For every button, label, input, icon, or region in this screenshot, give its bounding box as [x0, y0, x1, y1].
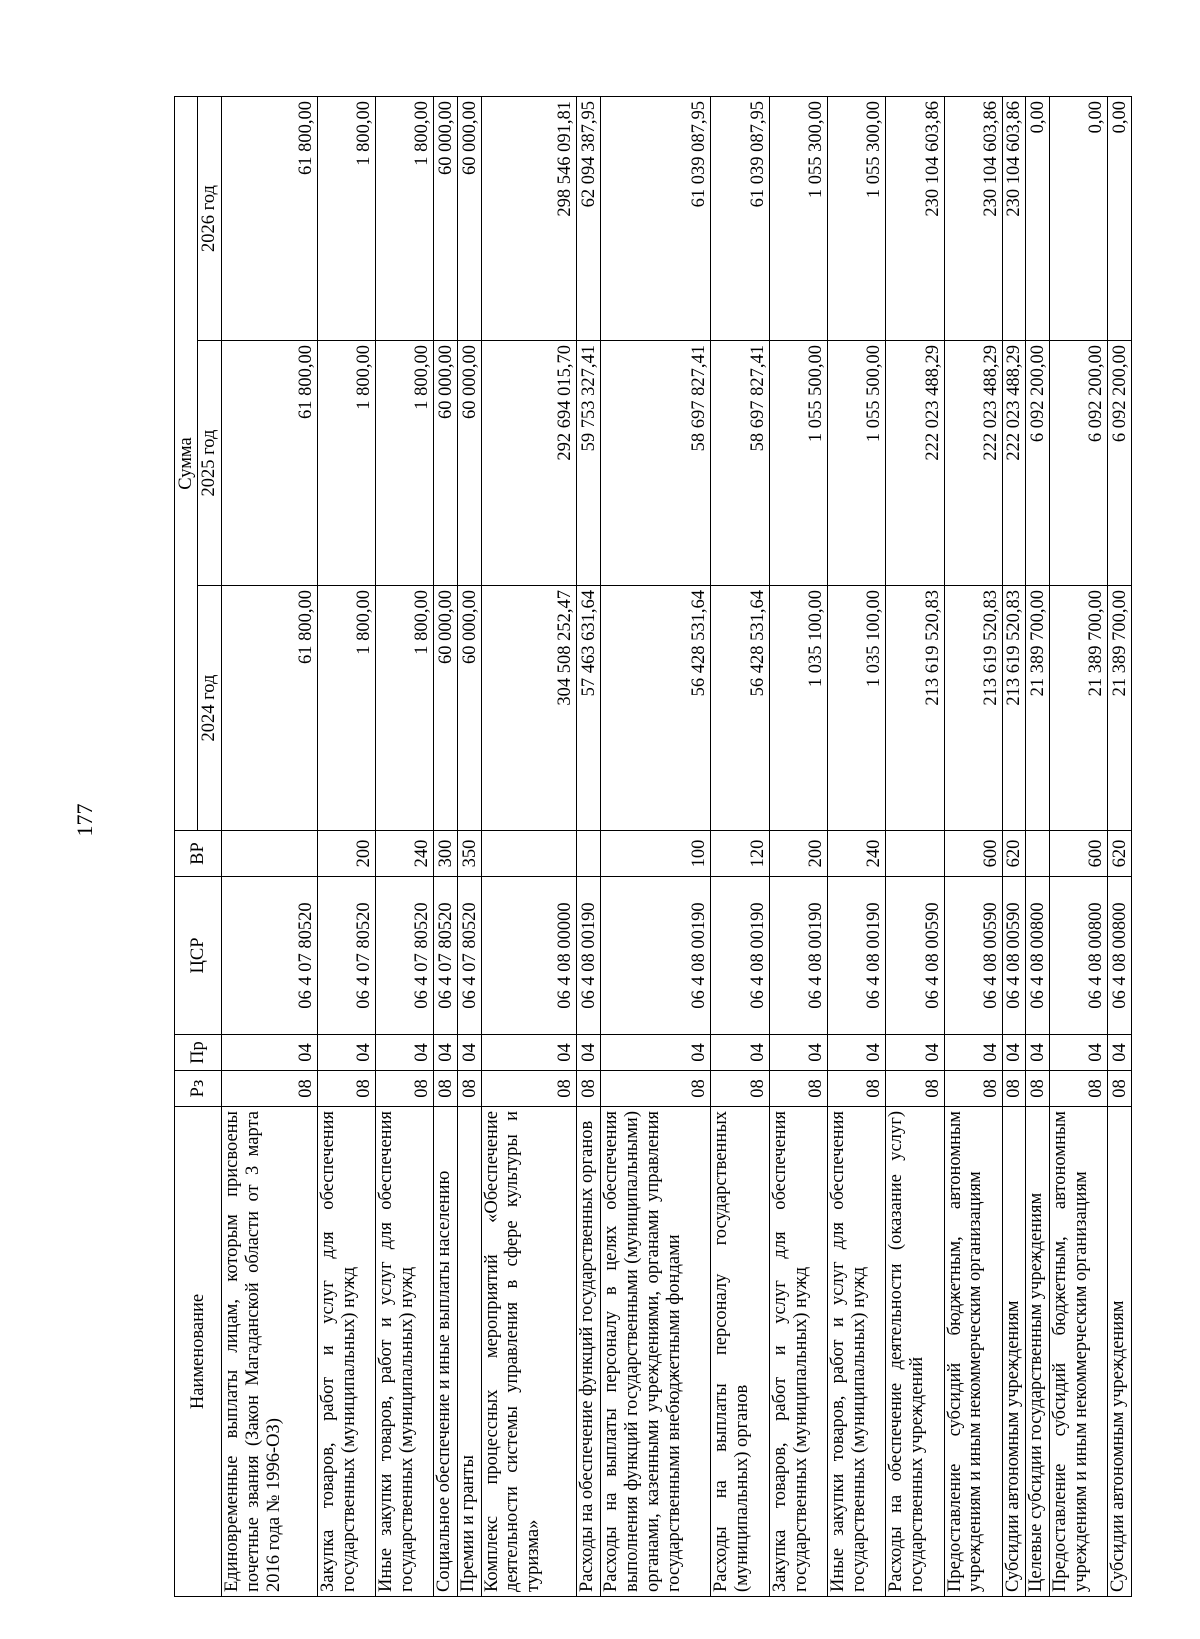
cell-amount-2024: 213 619 520,83	[1002, 586, 1026, 831]
cell-csr: 06 4 07 80520	[375, 877, 433, 1035]
header-sum: Сумма	[175, 96, 198, 830]
cell-rz: 08	[1050, 1071, 1108, 1107]
cell-amount-2025: 1 800,00	[375, 341, 433, 586]
cell-rz: 08	[710, 1071, 769, 1107]
cell-rz: 08	[434, 1071, 458, 1107]
cell-amount-2025: 6 092 200,00	[1026, 341, 1050, 586]
cell-amount-2026: 60 000,00	[457, 96, 481, 340]
cell-amount-2025: 61 800,00	[222, 341, 318, 586]
budget-table-container	[174, 97, 1132, 1597]
cell-amount-2025: 1 055 500,00	[770, 341, 828, 586]
cell-name: Субсидии автономным учреждениям	[1108, 1107, 1132, 1597]
header-year-2025: 2025 год	[198, 341, 222, 586]
cell-amount-2025: 222 023 488,29	[944, 341, 1002, 586]
table-row	[375, 96, 433, 1596]
cell-amount-2025: 1 055 500,00	[828, 341, 886, 586]
cell-rz: 08	[457, 1071, 481, 1107]
cell-vr: 240	[375, 831, 433, 877]
cell-pr: 04	[1108, 1035, 1132, 1071]
cell-vr: 120	[710, 831, 769, 877]
table-row	[1050, 96, 1108, 1596]
cell-vr: 600	[944, 831, 1002, 877]
cell-rz: 08	[886, 1071, 944, 1107]
cell-name: Закупка товаров, работ и услуг для обеспечения государственных (муниципальных) нужд	[317, 1107, 375, 1597]
cell-amount-2025: 292 694 015,70	[481, 341, 577, 586]
cell-csr: 06 4 08 00590	[944, 877, 1002, 1035]
cell-csr: 06 4 07 80520	[434, 877, 458, 1035]
header-csr: ЦСР	[175, 877, 222, 1035]
table-row	[601, 96, 711, 1596]
cell-amount-2026: 61 039 087,95	[601, 96, 711, 340]
cell-amount-2026: 1 800,00	[375, 96, 433, 340]
cell-rz: 08	[601, 1071, 711, 1107]
cell-rz: 08	[770, 1071, 828, 1107]
cell-name: Единовременные выплаты лицам, которым присвоены почетные звания (Закон Магаданской области от 3 марта 2016 года № 1996-ОЗ)	[222, 1107, 318, 1597]
cell-amount-2026: 230 104 603,86	[1002, 96, 1026, 340]
cell-amount-2024: 1 800,00	[317, 586, 375, 831]
cell-amount-2026: 0,00	[1026, 96, 1050, 340]
table-row	[944, 96, 1002, 1596]
cell-amount-2026: 62 094 387,95	[577, 96, 601, 340]
cell-vr: 100	[601, 831, 711, 877]
cell-amount-2024: 1 800,00	[375, 586, 433, 831]
cell-amount-2024: 21 389 700,00	[1108, 586, 1132, 831]
cell-rz: 08	[481, 1071, 577, 1107]
cell-amount-2026: 230 104 603,86	[944, 96, 1002, 340]
cell-pr: 04	[1050, 1035, 1108, 1071]
cell-rz: 08	[1108, 1071, 1132, 1107]
cell-pr: 04	[1026, 1035, 1050, 1071]
cell-name: Расходы на выплаты персоналу государственных (муниципальных) органов	[710, 1107, 769, 1597]
table-row	[1002, 96, 1026, 1596]
cell-name: Иные закупки товаров, работ и услуг для обеспечения государственных (муниципальных) нужд	[828, 1107, 886, 1597]
cell-amount-2026: 1 800,00	[317, 96, 375, 340]
cell-pr: 04	[710, 1035, 769, 1071]
cell-name: Социальное обеспечение и иные выплаты населению	[434, 1107, 458, 1597]
header-pr: Пр	[175, 1035, 222, 1071]
cell-name: Расходы на обеспечение деятельности (оказание услуг) государственных учреждений	[886, 1107, 944, 1597]
cell-amount-2025: 60 000,00	[434, 341, 458, 586]
cell-amount-2024: 21 389 700,00	[1050, 586, 1108, 831]
cell-amount-2026: 1 055 300,00	[770, 96, 828, 340]
table-row	[222, 96, 318, 1596]
cell-rz: 08	[375, 1071, 433, 1107]
cell-name: Расходы на выплаты персоналу в целях обеспечения выполнения функций государственными (муниципальными) органами, казенными учреждениями, органами управления государственными внебюджетными фондами	[601, 1107, 711, 1597]
cell-name: Закупка товаров, работ и услуг для обеспечения государственных (муниципальных) нужд	[770, 1107, 828, 1597]
cell-csr: 06 4 07 80520	[222, 877, 318, 1035]
header-year-2024: 2024 год	[198, 586, 222, 831]
cell-rz: 08	[577, 1071, 601, 1107]
cell-rz: 08	[1026, 1071, 1050, 1107]
cell-amount-2026: 60 000,00	[434, 96, 458, 340]
cell-amount-2026: 61 800,00	[222, 96, 318, 340]
cell-amount-2026: 230 104 603,86	[886, 96, 944, 340]
header-year-2026: 2026 год	[198, 96, 222, 340]
cell-pr: 04	[317, 1035, 375, 1071]
table-row	[434, 96, 458, 1596]
page-number: 177	[72, 803, 97, 837]
cell-amount-2024: 60 000,00	[457, 586, 481, 831]
cell-rz: 08	[222, 1071, 318, 1107]
cell-csr: 06 4 08 00590	[1002, 877, 1026, 1035]
cell-amount-2026: 0,00	[1050, 96, 1108, 340]
cell-amount-2024: 1 035 100,00	[828, 586, 886, 831]
budget-table	[174, 96, 1132, 1597]
cell-pr: 04	[434, 1035, 458, 1071]
cell-csr: 06 4 08 00800	[1026, 877, 1050, 1035]
cell-rz: 08	[944, 1071, 1002, 1107]
cell-amount-2024: 213 619 520,83	[886, 586, 944, 831]
cell-name: Расходы на обеспечение функций государственных органов	[577, 1107, 601, 1597]
cell-csr: 06 4 08 00800	[1108, 877, 1132, 1035]
cell-vr	[481, 831, 577, 877]
cell-csr: 06 4 08 00190	[828, 877, 886, 1035]
table-row	[1026, 96, 1050, 1596]
header-rz: Рз	[175, 1071, 222, 1107]
cell-amount-2026: 61 039 087,95	[710, 96, 769, 340]
cell-amount-2024: 213 619 520,83	[944, 586, 1002, 831]
cell-vr: 200	[317, 831, 375, 877]
cell-pr: 04	[375, 1035, 433, 1071]
cell-name: Иные закупки товаров, работ и услуг для обеспечения государственных (муниципальных) нужд	[375, 1107, 433, 1597]
header-name: Наименование	[175, 1107, 222, 1597]
cell-amount-2025: 59 753 327,41	[577, 341, 601, 586]
cell-name: Комплекс процессных мероприятий «Обеспечение деятельности системы управления в сфере культуры и туризма»	[481, 1107, 577, 1597]
table-row	[1108, 96, 1132, 1596]
cell-rz: 08	[1002, 1071, 1026, 1107]
cell-name: Предоставление субсидий бюджетным, автономным учреждениям и иным некоммерческим организациям	[1050, 1107, 1108, 1597]
table-row	[481, 96, 577, 1596]
cell-amount-2024: 21 389 700,00	[1026, 586, 1050, 831]
cell-pr: 04	[601, 1035, 711, 1071]
cell-amount-2024: 1 035 100,00	[770, 586, 828, 831]
cell-amount-2024: 61 800,00	[222, 586, 318, 831]
cell-pr: 04	[770, 1035, 828, 1071]
cell-amount-2026: 0,00	[1108, 96, 1132, 340]
cell-amount-2024: 56 428 531,64	[601, 586, 711, 831]
table-row	[710, 96, 769, 1596]
cell-pr: 04	[828, 1035, 886, 1071]
cell-rz: 08	[828, 1071, 886, 1107]
cell-amount-2024: 57 463 631,64	[577, 586, 601, 831]
header-vr: ВР	[175, 831, 222, 877]
cell-csr: 06 4 08 00190	[577, 877, 601, 1035]
table-row	[770, 96, 828, 1596]
cell-pr: 04	[886, 1035, 944, 1071]
table-body	[222, 96, 1132, 1596]
cell-vr: 600	[1050, 831, 1108, 877]
cell-amount-2025: 222 023 488,29	[886, 341, 944, 586]
table-row	[457, 96, 481, 1596]
table-row	[317, 96, 375, 1596]
cell-csr: 06 4 08 00190	[601, 877, 711, 1035]
cell-name: Премии и гранты	[457, 1107, 481, 1597]
cell-amount-2025: 222 023 488,29	[1002, 341, 1026, 586]
cell-amount-2024: 56 428 531,64	[710, 586, 769, 831]
cell-name: Целевые субсидии государственным учреждениям	[1026, 1107, 1050, 1597]
cell-rz: 08	[317, 1071, 375, 1107]
cell-pr: 04	[944, 1035, 1002, 1071]
cell-name: Субсидии автономным учреждениям	[1002, 1107, 1026, 1597]
cell-amount-2024: 60 000,00	[434, 586, 458, 831]
cell-vr	[577, 831, 601, 877]
cell-amount-2026: 1 055 300,00	[828, 96, 886, 340]
cell-amount-2025: 58 697 827,41	[710, 341, 769, 586]
cell-pr: 04	[222, 1035, 318, 1071]
table-row	[886, 96, 944, 1596]
cell-amount-2025: 6 092 200,00	[1108, 341, 1132, 586]
cell-amount-2024: 304 508 252,47	[481, 586, 577, 831]
cell-csr: 06 4 08 00000	[481, 877, 577, 1035]
cell-csr: 06 4 08 00590	[886, 877, 944, 1035]
table-row	[828, 96, 886, 1596]
cell-amount-2025: 1 800,00	[317, 341, 375, 586]
cell-vr: 200	[770, 831, 828, 877]
cell-pr: 04	[1002, 1035, 1026, 1071]
cell-vr	[1026, 831, 1050, 877]
cell-vr	[222, 831, 318, 877]
cell-csr: 06 4 07 80520	[457, 877, 481, 1035]
cell-vr: 350	[457, 831, 481, 877]
cell-csr: 06 4 08 00190	[770, 877, 828, 1035]
cell-amount-2025: 6 092 200,00	[1050, 341, 1108, 586]
cell-pr: 04	[457, 1035, 481, 1071]
cell-amount-2026: 298 546 091,81	[481, 96, 577, 340]
cell-vr: 620	[1108, 831, 1132, 877]
table-row	[577, 96, 601, 1596]
cell-csr: 06 4 08 00190	[710, 877, 769, 1035]
cell-csr: 06 4 08 00800	[1050, 877, 1108, 1035]
cell-amount-2025: 58 697 827,41	[601, 341, 711, 586]
cell-vr	[886, 831, 944, 877]
cell-amount-2025: 60 000,00	[457, 341, 481, 586]
cell-name: Предоставление субсидий бюджетным, автономным учреждениям и иным некоммерческим организациям	[944, 1107, 1002, 1597]
cell-vr: 300	[434, 831, 458, 877]
cell-csr: 06 4 07 80520	[317, 877, 375, 1035]
cell-pr: 04	[577, 1035, 601, 1071]
cell-pr: 04	[481, 1035, 577, 1071]
cell-vr: 620	[1002, 831, 1026, 877]
cell-vr: 240	[828, 831, 886, 877]
